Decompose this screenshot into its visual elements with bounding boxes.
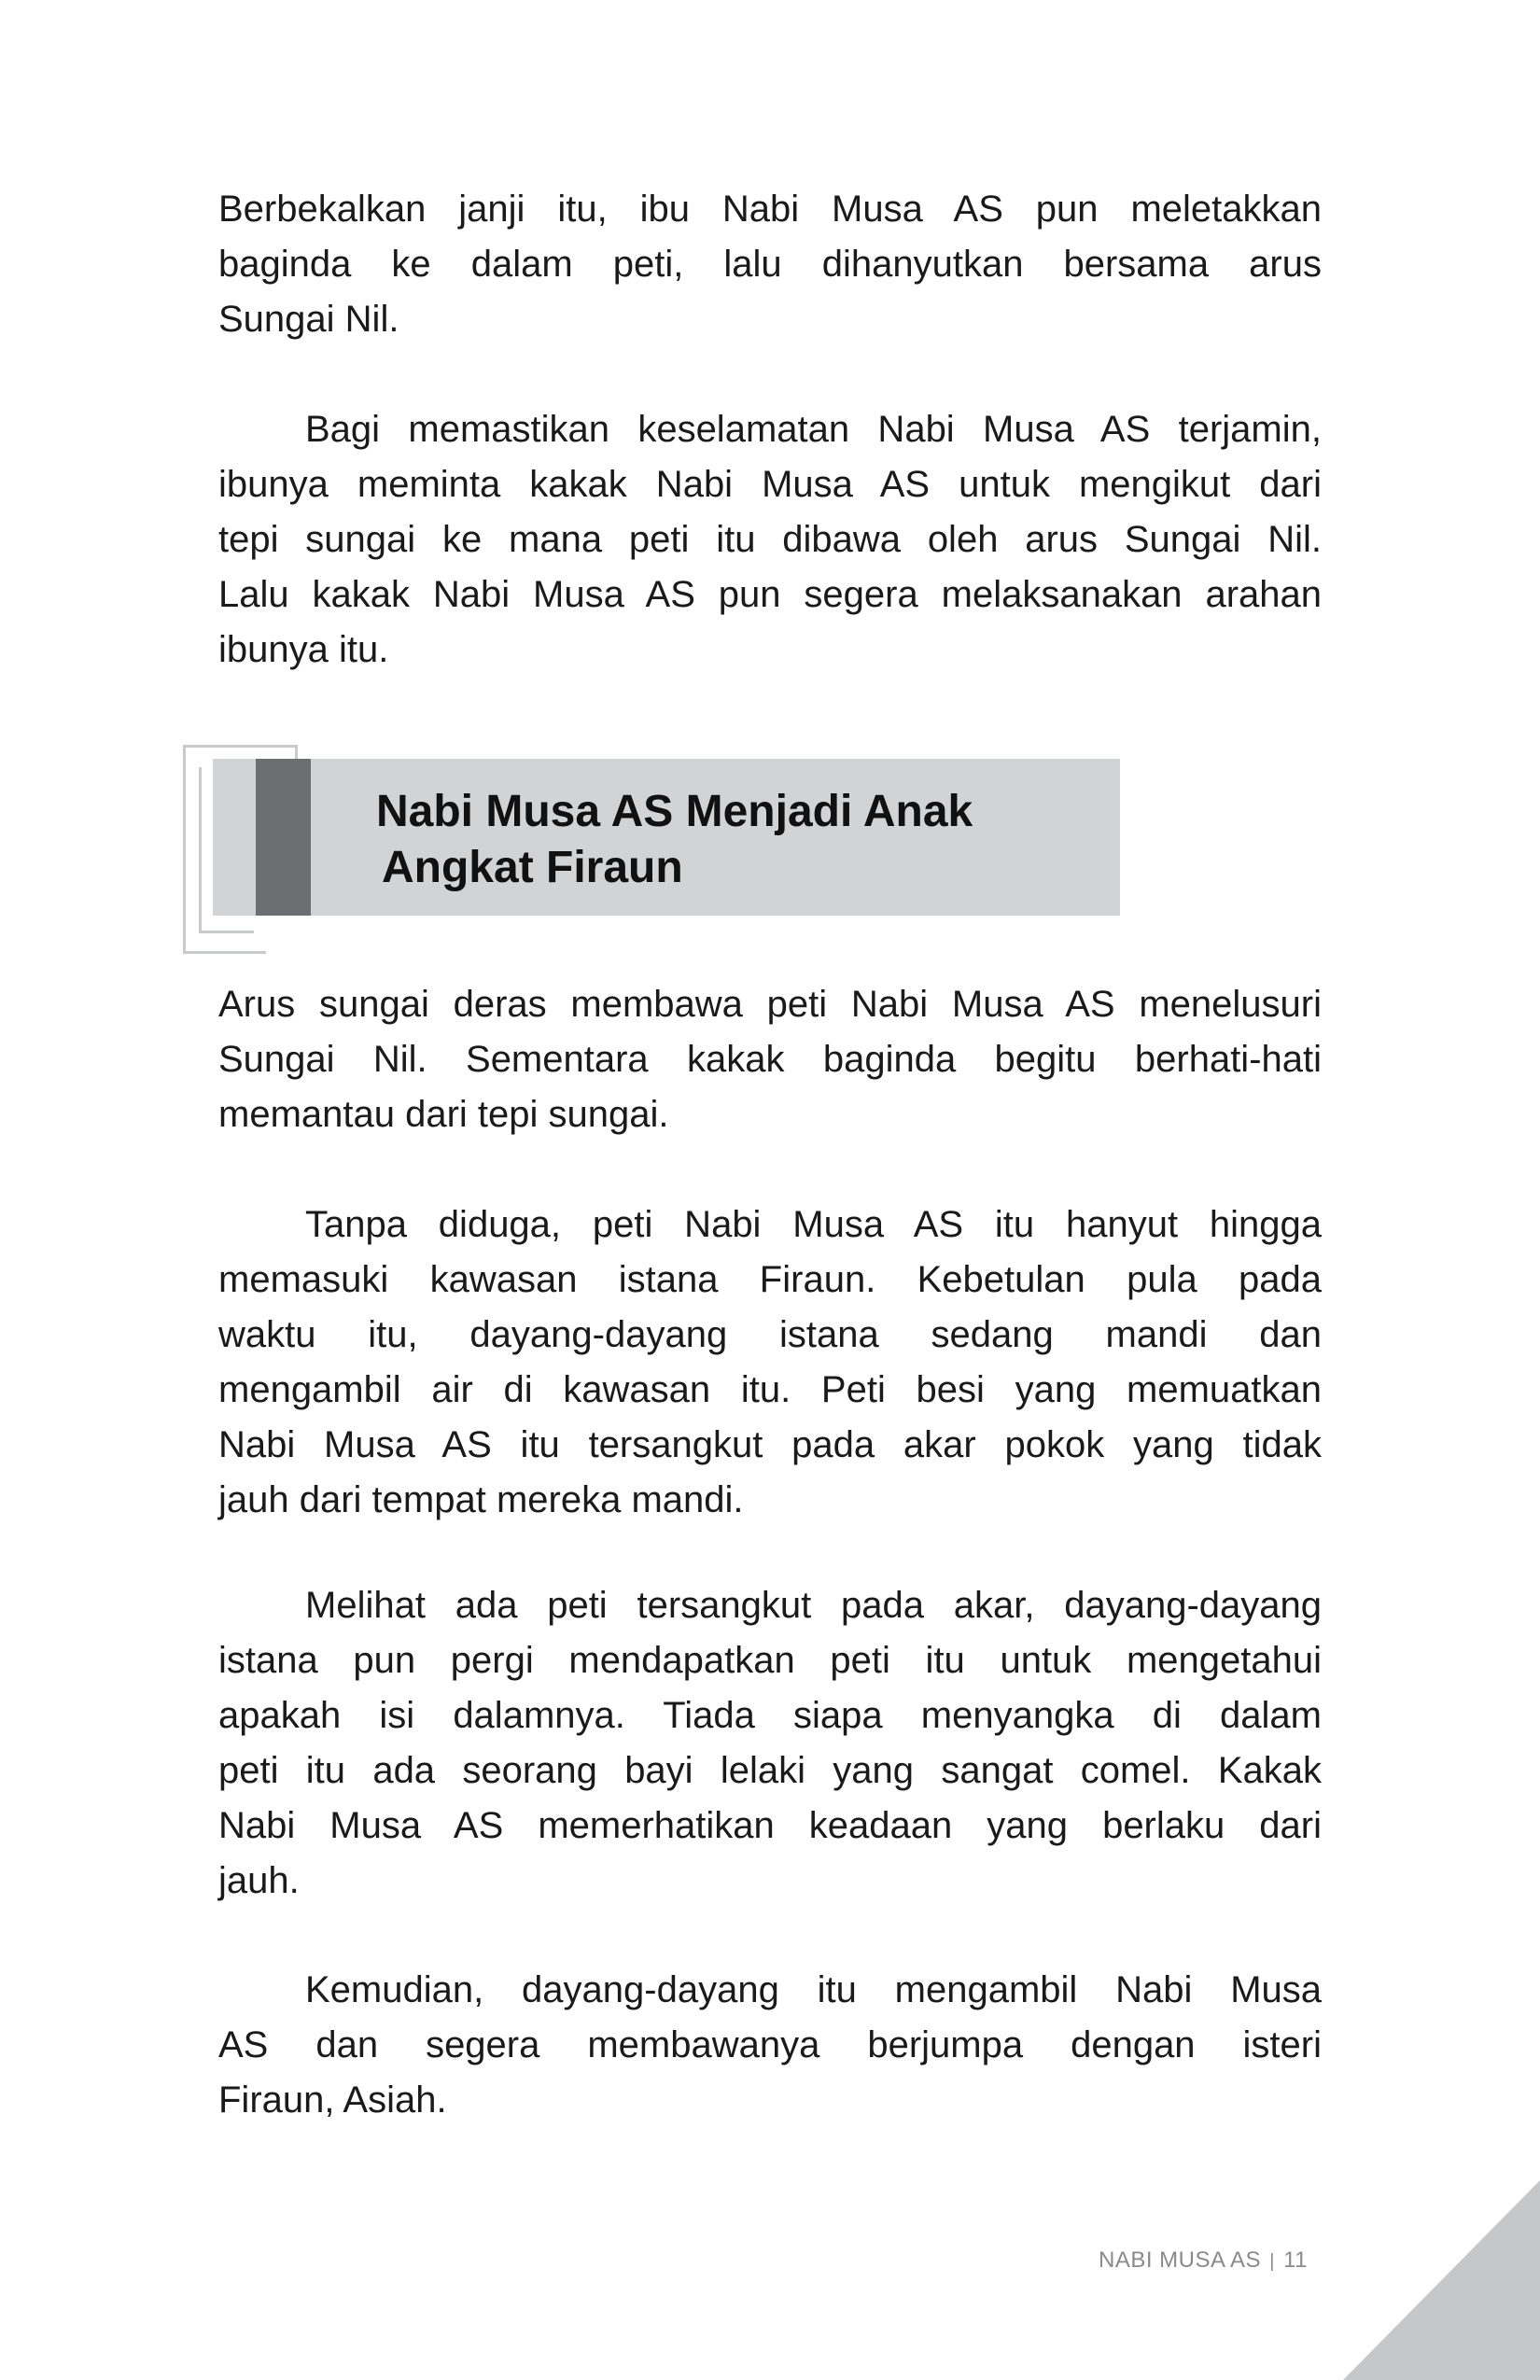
text-line: Lalu kakak Nabi Musa AS pun segera melaksanakan arahan [218,574,1322,615]
page-footer [1099,2247,1308,2274]
paragraph [218,977,1322,1142]
footer-separator: | [1269,2251,1275,2272]
text-line: jauh. [218,1860,300,1901]
running-title: NABI MUSA AS [1099,2247,1262,2273]
text-line: Firaun, Asiah. [218,2079,447,2121]
heading-title [376,784,973,896]
text-line: Melihat ada peti tersangkut pada akar, dayang-dayang [305,1585,1322,1626]
text-line: mengambil air di kawasan itu. Peti besi yang memuatkan [218,1369,1322,1410]
decorative-bracket [295,745,298,759]
heading-line-1: Nabi Musa AS Menjadi Anak [376,787,973,836]
decorative-bracket [199,767,202,933]
text-line: istana pun pergi mendapatkan peti itu untuk mengetahui [218,1640,1322,1681]
text-line: tepi sungai ke mana peti itu dibawa oleh arus Sungai Nil. [218,519,1322,560]
text-line: peti itu ada seorang bayi lelaki yang sangat comel. Kakak [218,1750,1322,1791]
text-line: Tanpa diduga, peti Nabi Musa AS itu hanyut hingga [305,1204,1322,1245]
paragraph [218,1963,1322,2128]
paragraph [218,1197,1322,1528]
text-line: apakah isi dalamnya. Tiada siapa menyangka di dalam [218,1695,1322,1736]
text-line: memasuki kawasan istana Firaun. Kebetulan pula pada [218,1259,1322,1300]
paragraph [218,402,1322,678]
heading-line-2: Angkat Firaun [382,843,683,892]
text-line: Berbekalkan janji itu, ibu Nabi Musa AS pun meletakkan [218,189,1322,230]
text-line: memantau dari tepi sungai. [218,1094,669,1135]
text-line: AS dan segera membawanya berjumpa dengan isteri [218,2024,1322,2065]
text-line: ibunya itu. [218,629,389,670]
text-line: Bagi memastikan keselamatan Nabi Musa AS terjamin, [305,409,1322,450]
text-line: Nabi Musa AS memerhatikan keadaan yang berlaku dari [218,1805,1322,1846]
text-line: Kemudian, dayang-dayang itu mengambil Nabi Musa [305,1969,1322,2010]
page-number: 11 [1283,2247,1309,2273]
text-line: Sungai Nil. Sementara kakak baginda begitu berhati-hati [218,1039,1322,1080]
text-line: waktu itu, dayang-dayang istana sedang mandi dan [218,1314,1322,1355]
text-line: Sungai Nil. [218,299,399,340]
heading-accent-bar [256,759,311,916]
text-line: Arus sungai deras membawa peti Nabi Musa AS menelusuri [218,984,1322,1025]
corner-triangle-decoration [1343,2180,1540,2380]
decorative-bracket [199,931,254,933]
text-line: ibunya meminta kakak Nabi Musa AS untuk mengikut dari [218,464,1322,505]
text-line: jauh dari tempat mereka mandi. [218,1479,744,1520]
paragraph [218,182,1322,347]
text-line: baginda ke dalam peti, lalu dihanyutkan bersama arus [218,244,1322,285]
paragraph [218,1578,1322,1909]
decorative-bracket [183,951,266,954]
text-line: Nabi Musa AS itu tersangkut pada akar pokok yang tidak [218,1424,1322,1465]
